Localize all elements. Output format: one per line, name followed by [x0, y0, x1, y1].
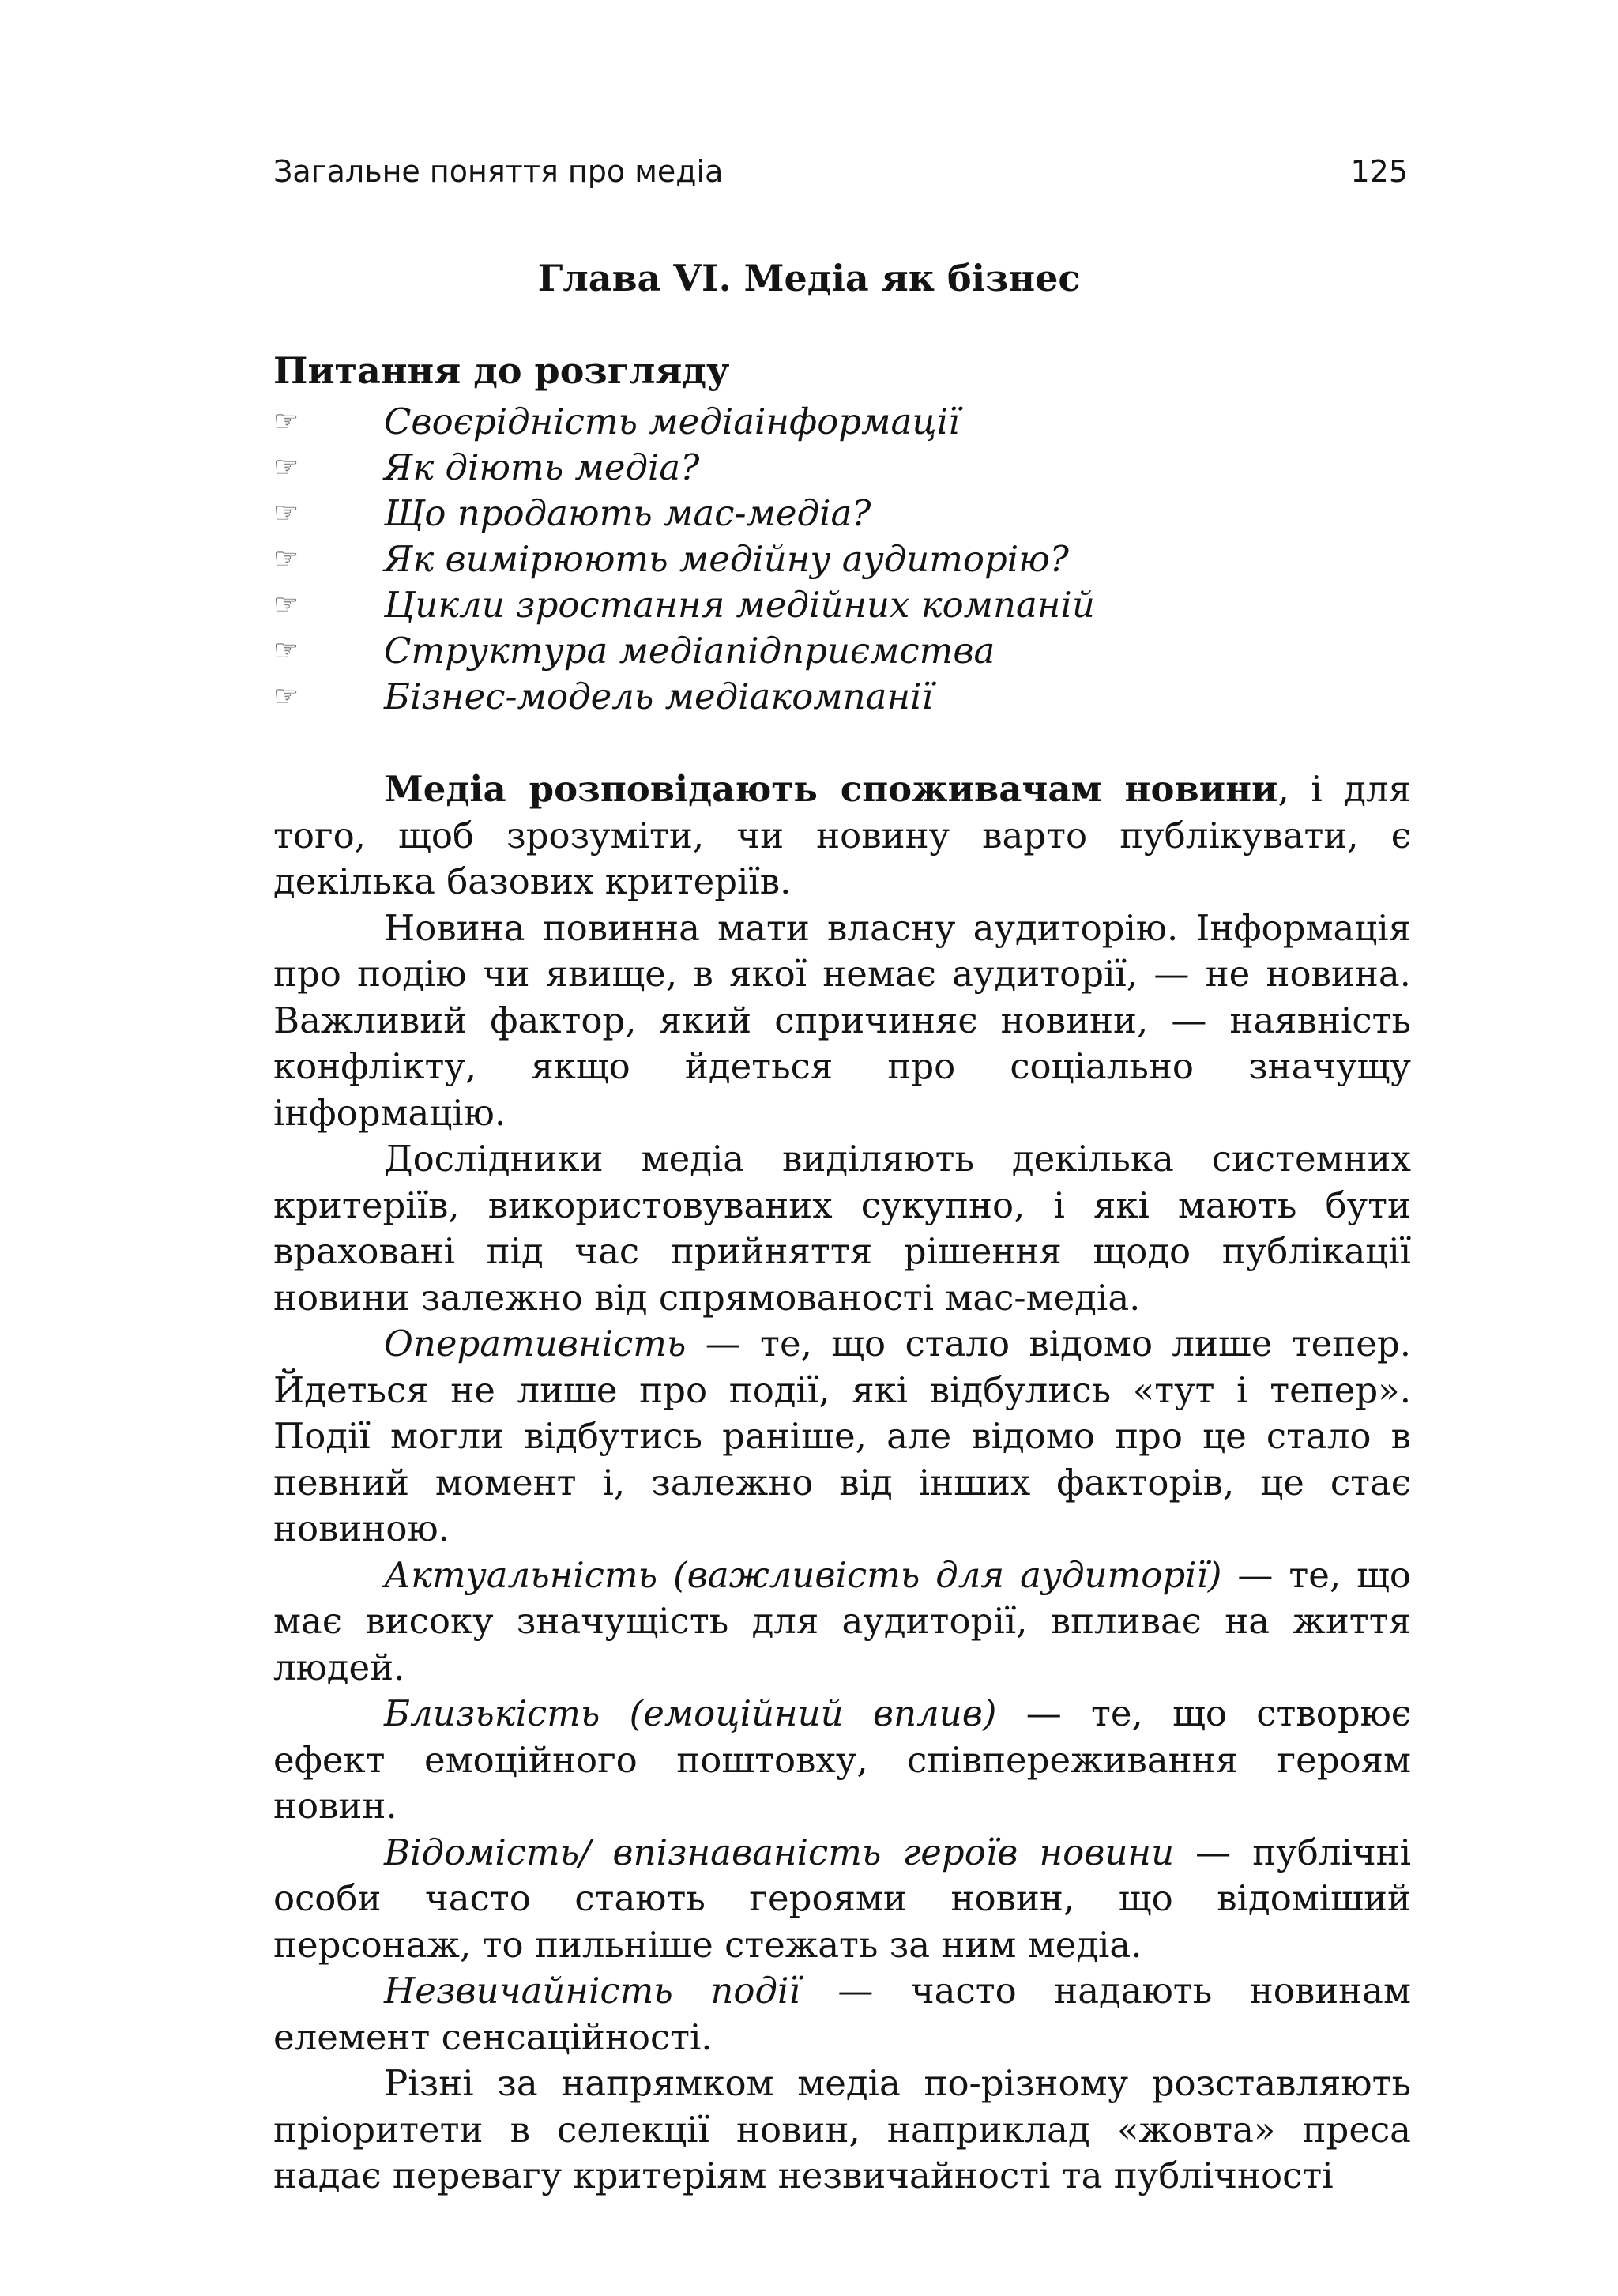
question-item: [273, 536, 1411, 582]
question-item: [273, 445, 1411, 491]
pointing-hand-icon: ☞: [273, 589, 299, 621]
paragraph-text: Новина повинна мати власну аудиторію. Інформація про подію чи явище, в якої немає аудиторії, — не новина. Важливий фактор, який спричиняє новини, — наявність конфлікту, якщо йдеться про соціально значущу інформацію.: [273, 906, 1411, 1134]
paragraph: [273, 1968, 1411, 2061]
paragraph-text: — часто надають новинам елемент сенсаційності.: [273, 1970, 1412, 2058]
criterion-term: Оперативність: [384, 1323, 687, 1364]
question-text: Своєрідність медіаінформації: [384, 401, 960, 442]
question-text: Цикли зростання медійних компаній: [384, 584, 1095, 626]
chapter-title: Глава VI. Медіа як бізнес: [537, 257, 1081, 299]
pointing-hand-icon: ☞: [273, 405, 299, 438]
pointing-hand-icon: ☞: [273, 497, 299, 529]
questions-list: [273, 399, 1411, 720]
page-number: 125: [1350, 154, 1408, 189]
pointing-hand-icon: ☞: [273, 680, 299, 713]
criterion-term: Близькість (емоційний вплив): [384, 1692, 997, 1734]
running-header: [273, 144, 1408, 199]
question-item: [273, 399, 1411, 445]
paragraph: [273, 766, 1411, 905]
paragraph-text: — публічні особи часто стають героями новин, що відоміший персонаж, то пильніше стежать за ним медіа.: [273, 1831, 1411, 1966]
paragraph: [273, 905, 1411, 1137]
pointing-hand-icon: ☞: [273, 451, 299, 484]
criterion-term: Незвичайність події: [384, 1970, 800, 2012]
lead-bold-phrase: Медіа розповідають споживачам новини: [384, 768, 1278, 810]
questions-heading: Питання до розгляду: [273, 349, 730, 392]
question-item: [273, 628, 1411, 674]
question-item: [273, 582, 1411, 628]
criterion-term: Актуальність (важливість для аудиторії): [384, 1553, 1222, 1596]
pointing-hand-icon: ☞: [273, 543, 299, 575]
paragraph: [273, 1691, 1411, 1830]
body-text: [273, 766, 1411, 2200]
question-item: [273, 491, 1411, 536]
paragraph-text: — те, що стало відомо лише тепер. Йдеться не лише про події, які відбулись «тут і тепер». Події могли відбутись раніше, але відомо про це стало в певний момент і, залежно від інших факторів, це стає новиною.: [273, 1323, 1411, 1549]
paragraph: [273, 1553, 1411, 1692]
paragraph: [273, 1830, 1411, 1969]
paragraph: [273, 2061, 1411, 2200]
question-text: Як діють медіа?: [384, 446, 700, 488]
paragraph: [273, 1321, 1411, 1553]
paragraph-text: Різні за напрямком медіа по-різному розставляють пріоритети в селекції новин, наприклад «жовта» преса надає перевагу критеріям незвичайності та публічності: [273, 2062, 1411, 2196]
question-item: [273, 674, 1411, 720]
paragraph: [273, 1136, 1411, 1321]
question-text: Бізнес-модель медіакомпанії: [384, 676, 933, 717]
paragraph-text: Дослідники медіа виділяють декілька системних критеріїв, використовуваних сукупно, і які мають бути враховані під час прийняття рішення щодо публікації новини залежно від спрямованості мас-медіа.: [273, 1138, 1411, 1319]
question-text: Як вимірюють медійну аудиторію?: [384, 538, 1069, 580]
paragraph-text: — те, що створює ефект емоційного поштовху, співпереживання героям новин.: [273, 1692, 1412, 1827]
pointing-hand-icon: ☞: [273, 634, 299, 667]
criterion-term: Відомість/ впізнаваність героїв новини: [384, 1831, 1175, 1873]
question-text: Структура медіапідприємства: [384, 630, 995, 672]
paragraph-text: , і для того, щоб зрозуміти, чи новину варто публікувати, є декілька базових критеріїв.: [273, 768, 1411, 902]
running-title: Загальне поняття про медіа: [273, 154, 724, 189]
question-text: Що продають мас-медіа?: [384, 492, 871, 534]
paragraph-text: — те, що має високу значущість для аудиторії, впливає на життя людей.: [273, 1553, 1411, 1688]
